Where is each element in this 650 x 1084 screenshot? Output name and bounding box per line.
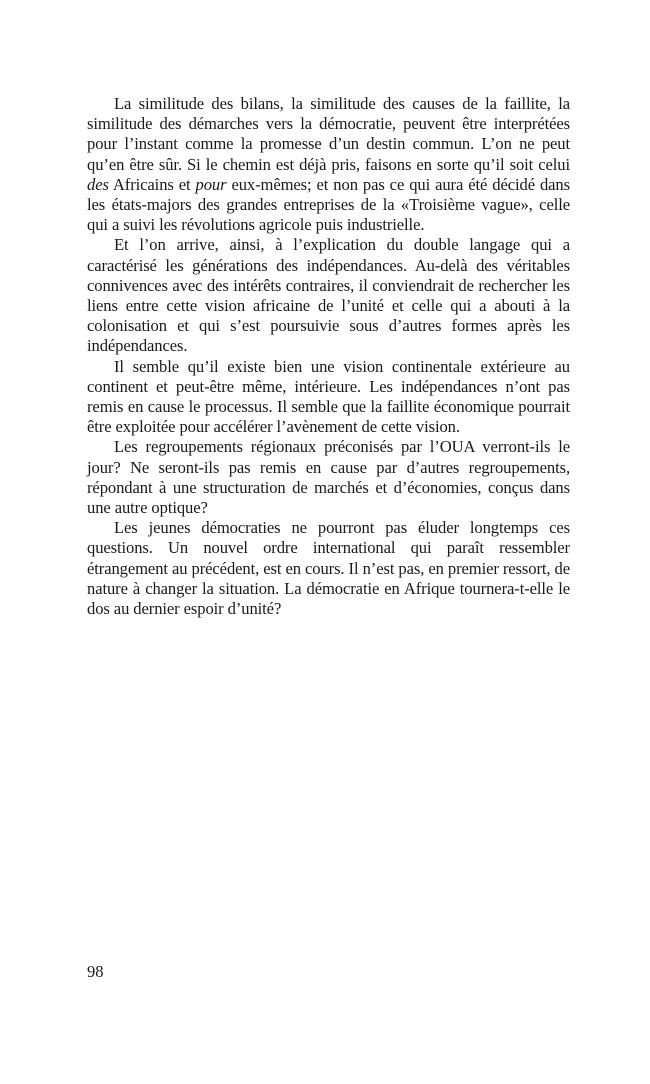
paragraph-5: [87, 518, 570, 619]
page-number: 98: [87, 962, 104, 981]
text-run: Et l’on arrive, ainsi, à l’explication du double langage qui a caractérisé les générations des indépendances. Au-delà des véritables connivences avec des intérêts contraires, il conviendrait de rechercher les liens entre cette vision africaine de l’unité et celle qui a abouti à la colonisation et qui s’est poursuivie sous d’autres formes après les indépendances.: [87, 235, 570, 356]
paragraph-4: [87, 437, 570, 518]
body-text: [87, 94, 570, 619]
text-run: Africains et: [108, 174, 196, 194]
emphasis-text: pour: [195, 174, 227, 194]
text-run: Les jeunes démocraties ne pourront pas éluder longtemps ces questions. Un nouvel ordre international qui paraît ressembler étrangement au précédent, est en cours. Il n’est pas, en premier ressort, de nature à changer la situation. La démocratie en Afrique tournera-t-elle le dos au dernier espoir d’unité?: [87, 518, 570, 619]
text-run: Les regroupements régionaux préconisés par l’OUA verront-ils le jour? Ne seront-ils pas remis en cause par d’autres regroupements, répondant à une structuration de marchés et d’économies, conçus dans une autre optique?: [87, 437, 570, 518]
text-run: Il semble qu’il existe bien une vision continentale extérieure au continent et peut-être même, intérieure. Les indépendances n’ont pas remis en cause le processus. Il semble que la faillite économique pourrait être exploitée pour accélérer l’avènement de cette vision.: [87, 356, 570, 437]
text-run: eux-mêmes; et non pas ce qui aura été décidé dans les états-majors des grandes entreprises de la «Troisième vague», celle qui a suivi les révolutions agricole puis industrielle.: [87, 174, 570, 235]
emphasis-text: des: [87, 174, 109, 194]
text-run: La similitude des bilans, la similitude des causes de la faillite, la similitude des démarches vers la démocratie, peuvent être interprétées pour l’instant comme la promesse d’un destin commun. L’on ne peut qu’en être sûr. Si le chemin est déjà pris, faisons en sorte qu’il soit celui: [87, 94, 570, 174]
paragraph-1: [87, 94, 570, 235]
paragraph-2: [87, 235, 570, 356]
paragraph-3: [87, 357, 570, 438]
